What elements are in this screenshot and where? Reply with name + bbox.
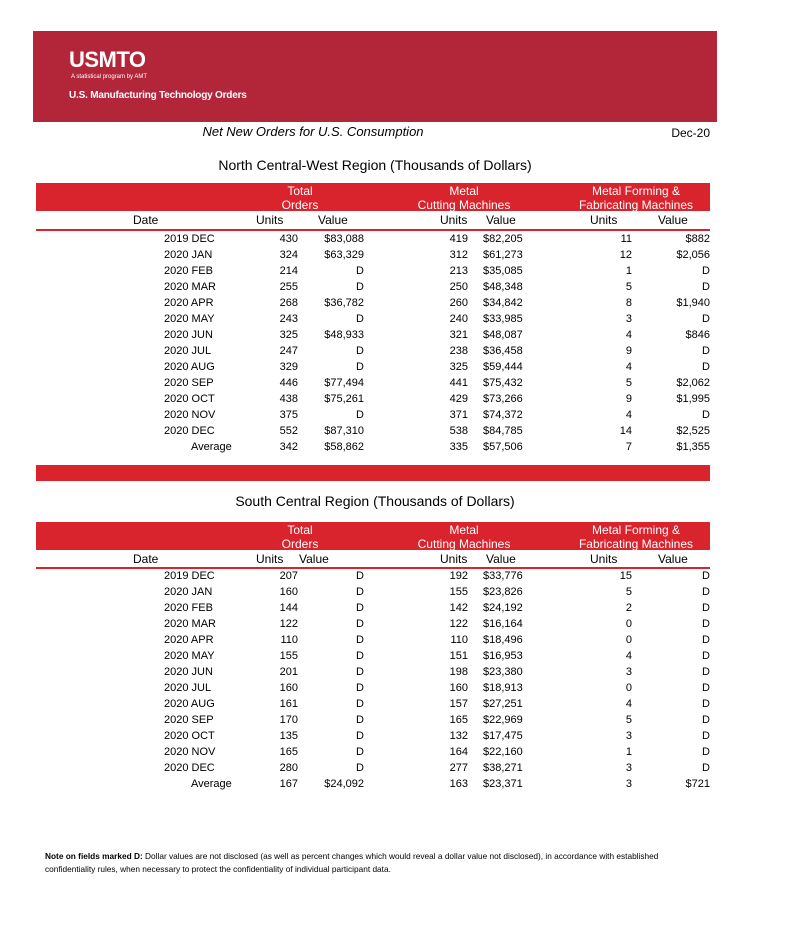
cell-cutting-value: $36,458 <box>483 345 523 357</box>
cell-total-units: 160 <box>279 682 298 694</box>
cell-total-value: D <box>356 762 364 774</box>
group-label: Fabricating Machines <box>578 537 694 551</box>
cell-date: 2020 FEB <box>164 602 213 614</box>
group-label: Metal <box>449 184 479 198</box>
cell-date: 2020 SEP <box>164 377 214 389</box>
cell-total-value: $58,862 <box>324 441 364 453</box>
table-row <box>36 248 710 264</box>
cell-cutting-value: $57,506 <box>483 441 523 453</box>
cell-cutting-value: $74,372 <box>483 409 523 421</box>
cell-cutting-value: $22,160 <box>483 746 523 758</box>
report-date: Dec-20 <box>671 126 710 140</box>
group-metal-forming <box>556 523 716 551</box>
cell-total-units: 342 <box>279 441 298 453</box>
table-row <box>36 665 710 681</box>
table-row <box>36 697 710 713</box>
cell-forming-units: 3 <box>625 666 632 678</box>
banner-title: U.S. Manufacturing Technology Orders <box>69 90 247 101</box>
group-metal-forming <box>556 184 716 212</box>
cell-forming-value: D <box>702 570 710 582</box>
cell-total-units: 243 <box>279 313 298 325</box>
cell-total-units: 122 <box>279 618 298 630</box>
cell-forming-value: $1,995 <box>676 393 710 405</box>
cell-total-value: D <box>356 666 364 678</box>
cell-forming-units: 3 <box>625 313 632 325</box>
col-cutting-units: Units <box>440 552 468 566</box>
data-rows <box>36 569 710 793</box>
cell-forming-value: $882 <box>685 233 710 245</box>
cell-cutting-units: 165 <box>449 714 468 726</box>
table-row <box>36 376 710 392</box>
cell-total-units: 255 <box>279 281 298 293</box>
cell-date: 2020 NOV <box>164 746 216 758</box>
cell-cutting-value: $18,913 <box>483 682 523 694</box>
cell-cutting-value: $17,475 <box>483 730 523 742</box>
logo-tagline: A statistical program by AMT <box>71 74 148 80</box>
cell-forming-value: $2,056 <box>676 249 710 261</box>
cell-cutting-value: $23,826 <box>483 586 523 598</box>
cell-forming-units: 11 <box>620 233 632 245</box>
data-rows <box>36 232 710 456</box>
col-cutting-value: Value <box>486 213 516 227</box>
col-total-units: Units <box>256 552 284 566</box>
cell-date: 2020 MAR <box>164 281 216 293</box>
cell-forming-value: D <box>702 650 710 662</box>
cell-total-units: 325 <box>279 329 298 341</box>
cell-forming-units: 5 <box>625 586 632 598</box>
cell-cutting-units: 250 <box>449 281 468 293</box>
cell-forming-value: D <box>702 746 710 758</box>
header-rule <box>36 229 710 231</box>
cell-forming-units: 3 <box>625 730 632 742</box>
table-row <box>36 424 710 440</box>
group-label: Metal Forming & <box>591 184 681 198</box>
cell-cutting-units: 312 <box>449 249 468 261</box>
cell-total-value: D <box>356 650 364 662</box>
group-total-orders <box>250 184 350 212</box>
cell-date: 2020 SEP <box>164 714 214 726</box>
cell-total-value: D <box>356 746 364 758</box>
cell-forming-value: D <box>702 409 710 421</box>
cell-date: 2020 MAY <box>164 650 215 662</box>
cell-forming-value: D <box>702 586 710 598</box>
cell-forming-units: 1 <box>625 746 632 758</box>
cell-forming-value: D <box>702 313 710 325</box>
table-row <box>36 633 710 649</box>
table-row <box>36 232 710 248</box>
cell-cutting-units: 240 <box>449 313 468 325</box>
cell-forming-value: $846 <box>685 329 710 341</box>
cell-cutting-value: $22,969 <box>483 714 523 726</box>
cell-cutting-units: 160 <box>449 682 468 694</box>
col-forming-value: Value <box>658 213 688 227</box>
col-date: Date <box>133 552 159 566</box>
table-row <box>36 264 710 280</box>
cell-cutting-units: 157 <box>449 698 468 710</box>
cell-forming-units: 1 <box>625 265 632 277</box>
cell-cutting-value: $35,085 <box>483 265 523 277</box>
cell-date: 2020 JUL <box>164 682 212 694</box>
cell-forming-units: 5 <box>625 714 632 726</box>
group-label: Total <box>287 523 313 537</box>
cell-total-value: D <box>356 586 364 598</box>
cell-forming-value: $2,062 <box>676 377 710 389</box>
col-cutting-value: Value <box>486 552 516 566</box>
cell-total-value: D <box>356 265 364 277</box>
region-title: South Central Region (Thousands of Dollars) <box>235 493 515 509</box>
cell-forming-value: D <box>702 281 710 293</box>
col-total-value: Value <box>318 213 348 227</box>
cell-total-value: $87,310 <box>324 425 364 437</box>
table-row <box>36 408 710 424</box>
table-row <box>36 649 710 665</box>
cell-date: 2020 FEB <box>164 265 213 277</box>
cell-cutting-value: $33,985 <box>483 313 523 325</box>
cell-cutting-units: 335 <box>449 441 468 453</box>
cell-total-units: 170 <box>279 714 298 726</box>
header-banner <box>33 31 717 122</box>
cell-forming-units: 3 <box>625 762 632 774</box>
cell-forming-value: $1,940 <box>676 297 710 309</box>
col-forming-value: Value <box>658 552 688 566</box>
group-label: Total <box>287 184 313 198</box>
cell-cutting-units: 321 <box>449 329 468 341</box>
cell-forming-units: 4 <box>625 329 632 341</box>
cell-total-units: 135 <box>279 730 298 742</box>
group-label: Orders <box>281 198 319 212</box>
cell-forming-units: 3 <box>625 778 632 790</box>
cell-date: 2020 AUG <box>164 361 215 373</box>
table-row <box>36 280 710 296</box>
cell-forming-value: D <box>702 762 710 774</box>
group-metal-cutting <box>394 184 534 212</box>
region-title: North Central-West Region (Thousands of Dollars) <box>218 157 532 173</box>
cell-total-value: $75,261 <box>324 393 364 405</box>
cell-cutting-value: $73,266 <box>483 393 523 405</box>
col-total-value: Value <box>299 552 329 566</box>
cell-cutting-units: 132 <box>449 730 468 742</box>
cell-forming-value: D <box>702 682 710 694</box>
cell-total-units: 280 <box>279 762 298 774</box>
column-group-header <box>36 183 710 211</box>
average-row <box>36 777 710 793</box>
note-label: Note on fields marked D: <box>45 851 143 861</box>
table-row <box>36 729 710 745</box>
cell-forming-value: D <box>702 714 710 726</box>
cell-total-value: D <box>356 281 364 293</box>
table-row <box>36 344 710 360</box>
cell-total-units: 161 <box>279 698 298 710</box>
cell-total-value: D <box>356 313 364 325</box>
table-row <box>36 392 710 408</box>
cell-date: 2020 OCT <box>164 730 215 742</box>
cell-forming-value: D <box>702 634 710 646</box>
cell-forming-units: 4 <box>625 361 632 373</box>
cell-forming-value: $1,355 <box>676 441 710 453</box>
cell-total-value: D <box>356 618 364 630</box>
cell-cutting-units: 110 <box>450 634 468 646</box>
group-label: Metal Forming & <box>591 523 681 537</box>
cell-cutting-value: $38,271 <box>483 762 523 774</box>
cell-total-units: 110 <box>280 634 298 646</box>
cell-total-value: D <box>356 361 364 373</box>
cell-total-units: 324 <box>279 249 298 261</box>
table-row <box>36 585 710 601</box>
cell-date: 2020 NOV <box>164 409 216 421</box>
column-header-row <box>36 552 710 568</box>
cell-total-value: D <box>356 682 364 694</box>
cell-total-value: $77,494 <box>324 377 364 389</box>
cell-cutting-units: 155 <box>449 586 468 598</box>
cell-date: 2020 JUN <box>164 329 213 341</box>
cell-total-units: 329 <box>279 361 298 373</box>
average-row <box>36 440 710 456</box>
cell-forming-units: 0 <box>625 682 632 694</box>
report-subtitle: Net New Orders for U.S. Consumption <box>202 124 424 139</box>
cell-total-value: D <box>356 602 364 614</box>
table-row <box>36 745 710 761</box>
cell-cutting-value: $33,776 <box>483 570 523 582</box>
cell-forming-units: 5 <box>625 377 632 389</box>
cell-cutting-value: $18,496 <box>483 634 523 646</box>
cell-total-value: D <box>356 409 364 421</box>
cell-average-label: Average <box>191 778 232 790</box>
group-label: Orders <box>281 537 319 551</box>
cell-cutting-value: $23,371 <box>483 778 523 790</box>
cell-forming-value: D <box>702 265 710 277</box>
cell-date: 2020 JUL <box>164 345 212 357</box>
cell-cutting-units: 142 <box>449 602 468 614</box>
cell-total-value: $63,329 <box>324 249 364 261</box>
col-forming-units: Units <box>590 213 618 227</box>
cell-date: 2020 JUN <box>164 666 213 678</box>
cell-forming-units: 14 <box>619 425 632 437</box>
cell-forming-units: 4 <box>625 698 632 710</box>
cell-cutting-value: $48,348 <box>483 281 523 293</box>
cell-cutting-units: 163 <box>449 778 468 790</box>
group-label: Fabricating Machines <box>578 198 694 212</box>
table-row <box>36 601 710 617</box>
cell-total-units: 438 <box>279 393 298 405</box>
cell-cutting-value: $24,192 <box>483 602 523 614</box>
cell-forming-units: 9 <box>625 345 632 357</box>
cell-date: 2020 DEC <box>164 425 215 437</box>
group-total-orders <box>250 523 350 551</box>
cell-forming-units: 12 <box>619 249 632 261</box>
cell-forming-value: D <box>702 698 710 710</box>
cell-cutting-units: 371 <box>449 409 468 421</box>
cell-total-units: 207 <box>279 570 298 582</box>
cell-forming-value: $2,525 <box>676 425 710 437</box>
note-text: Dollar values are not disclosed (as well as percent changes which would reveal a dollar value not disclosed), in accordance with established confidentiality rules, when necessary to protect the confidentiality of individual participant data. <box>45 851 659 874</box>
col-forming-units: Units <box>590 552 618 566</box>
cell-cutting-units: 429 <box>449 393 468 405</box>
cell-cutting-value: $23,380 <box>483 666 523 678</box>
cell-total-units: 375 <box>279 409 298 421</box>
cell-date: 2020 APR <box>164 634 214 646</box>
cell-forming-units: 4 <box>625 650 632 662</box>
cell-cutting-value: $84,785 <box>483 425 523 437</box>
cell-total-units: 214 <box>279 265 298 277</box>
column-header-row <box>36 213 710 229</box>
col-total-units: Units <box>256 213 284 227</box>
table-row <box>36 761 710 777</box>
cell-cutting-value: $16,164 <box>483 618 523 630</box>
cell-average-label: Average <box>191 441 232 453</box>
cell-forming-units: 7 <box>625 441 632 453</box>
cell-total-value: D <box>356 570 364 582</box>
cell-total-units: 268 <box>279 297 298 309</box>
table-row <box>36 617 710 633</box>
cell-total-units: 167 <box>279 778 298 790</box>
cell-total-units: 144 <box>279 602 298 614</box>
cell-total-units: 446 <box>279 377 298 389</box>
cell-forming-value: D <box>702 618 710 630</box>
cell-forming-value: D <box>702 666 710 678</box>
cell-cutting-units: 151 <box>449 650 468 662</box>
cell-forming-units: 5 <box>625 281 632 293</box>
cell-total-units: 430 <box>279 233 298 245</box>
group-label: Metal <box>449 523 479 537</box>
cell-cutting-units: 538 <box>449 425 468 437</box>
column-group-header <box>36 522 710 550</box>
cell-date: 2020 AUG <box>164 698 215 710</box>
cell-total-value: D <box>356 345 364 357</box>
usmto-logo: USMTO <box>69 47 146 72</box>
cell-date: 2019 DEC <box>164 570 215 582</box>
cell-cutting-units: 164 <box>449 746 468 758</box>
cell-cutting-units: 122 <box>449 618 468 630</box>
cell-cutting-units: 325 <box>449 361 468 373</box>
confidentiality-note <box>45 850 705 876</box>
cell-cutting-value: $16,953 <box>483 650 523 662</box>
cell-forming-units: 9 <box>625 393 632 405</box>
table-row <box>36 328 710 344</box>
cell-date: 2020 JAN <box>164 249 213 261</box>
cell-date: 2020 MAR <box>164 618 216 630</box>
table-row <box>36 296 710 312</box>
cell-forming-units: 15 <box>619 570 632 582</box>
cell-total-units: 201 <box>279 666 298 678</box>
cell-total-value: $83,088 <box>324 233 364 245</box>
cell-total-units: 552 <box>279 425 298 437</box>
cell-total-value: $36,782 <box>324 297 364 309</box>
section-separator-band <box>36 465 710 481</box>
cell-cutting-value: $27,251 <box>483 698 523 710</box>
cell-total-value: D <box>356 730 364 742</box>
cell-forming-units: 2 <box>625 602 632 614</box>
cell-total-units: 160 <box>279 586 298 598</box>
table-row <box>36 360 710 376</box>
cell-date: 2019 DEC <box>164 233 215 245</box>
cell-forming-units: 8 <box>625 297 632 309</box>
cell-total-units: 165 <box>279 746 298 758</box>
cell-forming-units: 0 <box>625 634 632 646</box>
cell-date: 2020 APR <box>164 297 214 309</box>
cell-forming-value: D <box>702 602 710 614</box>
cell-total-value: D <box>356 714 364 726</box>
cell-cutting-value: $61,273 <box>483 249 523 261</box>
cell-forming-value: $721 <box>685 778 710 790</box>
cell-date: 2020 JAN <box>164 586 213 598</box>
cell-cutting-value: $82,205 <box>483 233 523 245</box>
cell-cutting-units: 192 <box>449 570 468 582</box>
cell-total-value: D <box>356 634 364 646</box>
cell-total-value: $48,933 <box>324 329 364 341</box>
cell-cutting-units: 419 <box>449 233 468 245</box>
table-row <box>36 681 710 697</box>
cell-forming-units: 0 <box>625 618 632 630</box>
cell-cutting-units: 198 <box>449 666 468 678</box>
cell-cutting-units: 238 <box>449 345 468 357</box>
cell-forming-units: 4 <box>625 409 632 421</box>
cell-forming-value: D <box>702 730 710 742</box>
cell-total-units: 247 <box>279 345 298 357</box>
cell-date: 2020 DEC <box>164 762 215 774</box>
col-cutting-units: Units <box>440 213 468 227</box>
cell-cutting-units: 213 <box>449 265 468 277</box>
table-row <box>36 312 710 328</box>
group-label: Cutting Machines <box>417 537 511 551</box>
cell-cutting-value: $48,087 <box>483 329 523 341</box>
cell-total-value: $24,092 <box>324 778 364 790</box>
cell-cutting-value: $34,842 <box>483 297 523 309</box>
group-metal-cutting <box>394 523 534 551</box>
cell-forming-value: D <box>702 361 710 373</box>
cell-forming-value: D <box>702 345 710 357</box>
cell-total-value: D <box>356 698 364 710</box>
group-label: Cutting Machines <box>417 198 511 212</box>
cell-cutting-units: 260 <box>449 297 468 309</box>
cell-date: 2020 OCT <box>164 393 215 405</box>
cell-date: 2020 MAY <box>164 313 215 325</box>
cell-cutting-value: $59,444 <box>483 361 523 373</box>
cell-cutting-value: $75,432 <box>483 377 523 389</box>
table-row <box>36 569 710 585</box>
cell-cutting-units: 441 <box>449 377 468 389</box>
cell-total-units: 155 <box>279 650 298 662</box>
table-row <box>36 713 710 729</box>
cell-cutting-units: 277 <box>449 762 468 774</box>
col-date: Date <box>133 213 159 227</box>
